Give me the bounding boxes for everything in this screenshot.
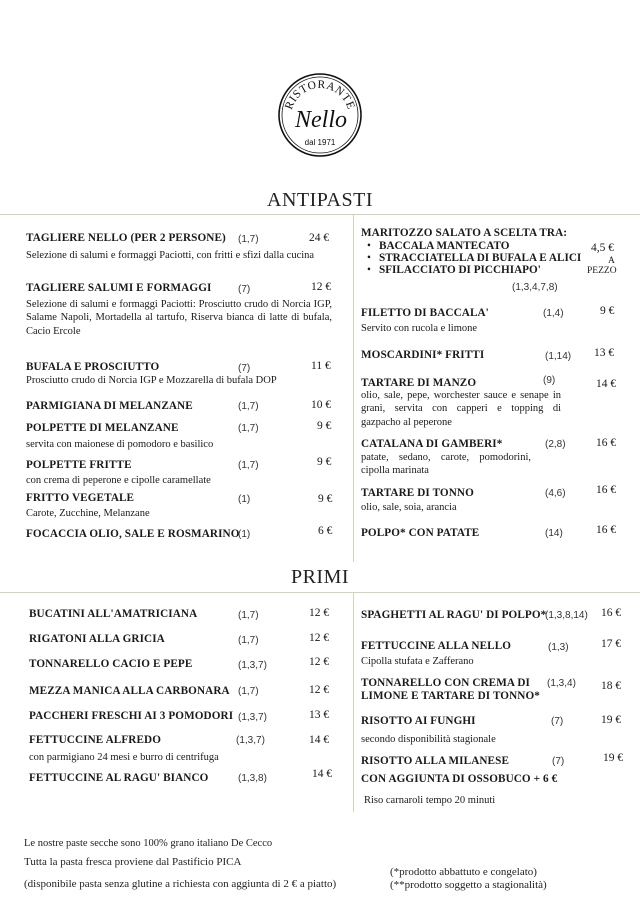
menu-item-name: FILETTO DI BACCALA': [361, 307, 489, 319]
menu-item-name: TARTARE DI TONNO: [361, 487, 474, 499]
menu-item-name: TONNARELLO CACIO E PEPE: [29, 658, 193, 670]
maritozzo-allergens: (1,3,4,7,8): [512, 282, 558, 293]
primi-column-divider: [353, 592, 354, 812]
menu-item-name: TAGLIERE NELLO (PER 2 PERSONE): [26, 232, 226, 244]
menu-item-desc: Carote, Zucchine, Melanzane: [26, 508, 150, 519]
menu-item-allergens: (1,3,8,14): [545, 610, 588, 621]
menu-item-name-line2: CON AGGIUNTA DI OSSOBUCO + 6 €: [361, 773, 558, 785]
menu-item-name: BUCATINI ALL'AMATRICIANA: [29, 608, 198, 620]
menu-item-allergens: (1,7): [238, 234, 259, 245]
list-item: • SFILACCIATO DI PICCHIAPO': [361, 264, 581, 276]
menu-item-allergens: (1,7): [238, 610, 259, 621]
logo-seal-icon: [277, 72, 363, 158]
menu-item-price: 11 €: [311, 360, 331, 372]
menu-item-allergens: (1,3,7): [238, 712, 267, 723]
menu-item-desc: con parmigiano 24 mesi e burro di centrifuga: [29, 752, 219, 763]
menu-item-price: 9 €: [600, 305, 615, 317]
maritozzo-price: 4,5 €: [591, 242, 614, 254]
menu-item-desc: Riso carnaroli tempo 20 minuti: [364, 795, 496, 806]
menu-item-price: 6 €: [318, 525, 333, 537]
menu-item-price: 9 €: [317, 456, 332, 468]
menu-item-desc: Cipolla stufata e Zafferano: [361, 656, 474, 667]
list-item: • BACCALA MANTECATO: [361, 240, 581, 252]
menu-item-desc: Servito con rucola e limone: [361, 323, 478, 334]
menu-item-name: SPAGHETTI AL RAGU' DI POLPO*: [361, 609, 547, 621]
menu-item-price: 16 €: [596, 524, 617, 536]
menu-item-desc: olio, sale, soia, arancia: [361, 502, 457, 513]
menu-item-price: 9 €: [318, 493, 333, 505]
menu-item-name-line2: LIMONE E TARTARE DI TONNO*: [361, 690, 540, 702]
menu-item-name: FETTUCCINE ALFREDO: [29, 734, 162, 746]
menu-item-price: 18 €: [601, 680, 622, 692]
menu-item-price: 12 €: [309, 656, 330, 668]
menu-item-allergens: (1,7): [238, 460, 259, 471]
menu-item-name: CATALANA DI GAMBERI*: [361, 438, 503, 450]
menu-item-desc: olio, sale, pepe, worchester sauce e senape in grani, servita con capperi e topping di gazpacho al peperone: [361, 390, 561, 428]
menu-item-allergens: (1,4): [543, 308, 564, 319]
menu-item-price: 19 €: [601, 714, 622, 726]
logo-top-text: RISTORANTE: [283, 78, 357, 112]
menu-item-name: FETTUCCINE ALLA NELLO: [361, 640, 512, 652]
menu-item-allergens: (9): [543, 375, 556, 386]
logo-since: dal 1971: [304, 138, 336, 147]
maritozzo-title: MARITOZZO SALATO A SCELTA TRA:: [361, 227, 568, 239]
menu-item-allergens: (1,7): [238, 401, 259, 412]
footer-frozen-note: (*prodotto abbattuto e congelato): [390, 866, 537, 878]
menu-item-name: TAGLIERE SALUMI E FORMAGGI: [26, 282, 212, 294]
menu-item-allergens: (7): [551, 716, 564, 727]
menu-item-allergens: (1,3,7): [238, 660, 267, 671]
menu-item-name: RISOTTO ALLA MILANESE: [361, 755, 510, 767]
menu-item-allergens: (1,7): [238, 423, 259, 434]
menu-item-name: PACCHERI FRESCHI AI 3 POMODORI: [29, 710, 234, 722]
primi-title: PRIMI: [290, 566, 350, 588]
menu-item-desc: con crema di peperone e cipolle caramellate: [26, 475, 211, 486]
menu-item-allergens: (1,3,7): [236, 735, 265, 746]
menu-item-name: FETTUCCINE AL RAGU' BIANCO: [29, 772, 209, 784]
footer-gluten-free-note: (disponibile pasta senza glutine a richiesta con aggiunta di 2 € a piatto): [24, 878, 337, 890]
menu-item-price: 16 €: [596, 437, 617, 449]
footer-seasonal-note: (**prodotto soggetto a stagionalità): [390, 879, 547, 891]
restaurant-logo: [277, 72, 363, 158]
menu-item-desc: secondo disponibilità stagionale: [361, 734, 496, 745]
footer-pasta-note: Le nostre paste secche sono 100% grano italiano De Cecco: [24, 838, 273, 849]
menu-item-name: MEZZA MANICA ALLA CARBONARA: [29, 685, 230, 697]
menu-item-price: 14 €: [312, 768, 333, 780]
maritozzo-price-unit: PEZZO: [587, 266, 617, 276]
maritozzo-price-unit: A: [608, 256, 615, 266]
menu-item-desc: patate, sedano, carote, pomodorini, cipolla marinata: [361, 452, 531, 477]
antipasti-title: ANTIPASTI: [267, 189, 373, 211]
menu-item-name: TONNARELLO CON CREMA DI: [361, 677, 530, 689]
menu-item-allergens: (7): [552, 756, 565, 767]
menu-item-desc: servita con maionese di pomodoro e basilico: [26, 439, 214, 450]
menu-item-allergens: (7): [238, 363, 251, 374]
list-item: • STRACCIATELLA DI BUFALA E ALICI: [361, 252, 581, 264]
maritozzo-options: [361, 240, 581, 277]
menu-item-name: POLPO* CON PATATE: [361, 527, 480, 539]
menu-item-price: 17 €: [601, 638, 622, 650]
footer-fresh-pasta-note: Tutta la pasta fresca proviene dal Pastificio PICA: [24, 856, 242, 868]
menu-item-allergens: (1): [238, 529, 251, 540]
menu-item-price: 9 €: [317, 420, 332, 432]
menu-item-price: 19 €: [603, 752, 624, 764]
menu-item-name: RIGATONI ALLA GRICIA: [29, 633, 165, 645]
menu-item-allergens: (7): [238, 284, 251, 295]
menu-item-allergens: (2,8): [545, 439, 566, 450]
menu-item-price: 12 €: [309, 632, 330, 644]
menu-item-name: RISOTTO AI FUNGHI: [361, 715, 476, 727]
menu-item-price: 16 €: [601, 607, 622, 619]
menu-item-price: 10 €: [311, 399, 332, 411]
menu-item-allergens: (1,3,8): [238, 773, 267, 784]
menu-item-price: 13 €: [309, 709, 330, 721]
menu-item-price: 16 €: [596, 484, 617, 496]
menu-item-name: BUFALA E PROSCIUTTO: [26, 361, 160, 373]
menu-item-price: 13 €: [594, 347, 615, 359]
logo-name: Nello: [295, 107, 347, 133]
menu-item-allergens: (14): [545, 528, 563, 539]
menu-item-name: POLPETTE FRITTE: [26, 459, 132, 471]
menu-item-price: 12 €: [309, 607, 330, 619]
menu-item-price: 12 €: [309, 684, 330, 696]
menu-item-name: PARMIGIANA DI MELANZANE: [26, 400, 193, 412]
menu-item-desc: Prosciutto crudo di Norcia IGP e Mozzarella di bufala DOP: [26, 375, 277, 386]
menu-item-name: POLPETTE DI MELANZANE: [26, 422, 179, 434]
antipasti-column-divider: [353, 214, 354, 562]
menu-item-allergens: (1,7): [238, 635, 259, 646]
menu-item-name: FRITTO VEGETALE: [26, 492, 135, 504]
primi-rule: [0, 592, 640, 593]
menu-item-name: MOSCARDINI* FRITTI: [361, 349, 485, 361]
antipasti-rule: [0, 214, 640, 215]
menu-item-name: FOCACCIA OLIO, SALE E ROSMARINO: [26, 528, 240, 540]
menu-item-desc: Selezione di salumi e formaggi Paciotti: Prosciutto crudo di Norcia IGP, Salame Napoli, Mortadella al tartufo, Riserva bianca di latte di bufala, Cacio Ercole: [26, 299, 332, 337]
menu-item-allergens: (1,3,4): [547, 678, 576, 689]
menu-item-price: 12 €: [311, 281, 332, 293]
menu-item-allergens: (1,7): [238, 686, 259, 697]
menu-item-allergens: (1): [238, 494, 251, 505]
menu-item-name: TARTARE DI MANZO: [361, 377, 477, 389]
menu-item-price: 14 €: [309, 734, 330, 746]
menu-item-price: 14 €: [596, 378, 617, 390]
menu-item-allergens: (1,14): [545, 351, 572, 362]
menu-item-desc: Selezione di salumi e formaggi Paciotti, con fritti e sfizi dalla cucina: [26, 250, 315, 261]
menu-item-allergens: (4,6): [545, 488, 566, 499]
menu-item-allergens: (1,3): [548, 642, 569, 653]
menu-item-price: 24 €: [309, 232, 330, 244]
